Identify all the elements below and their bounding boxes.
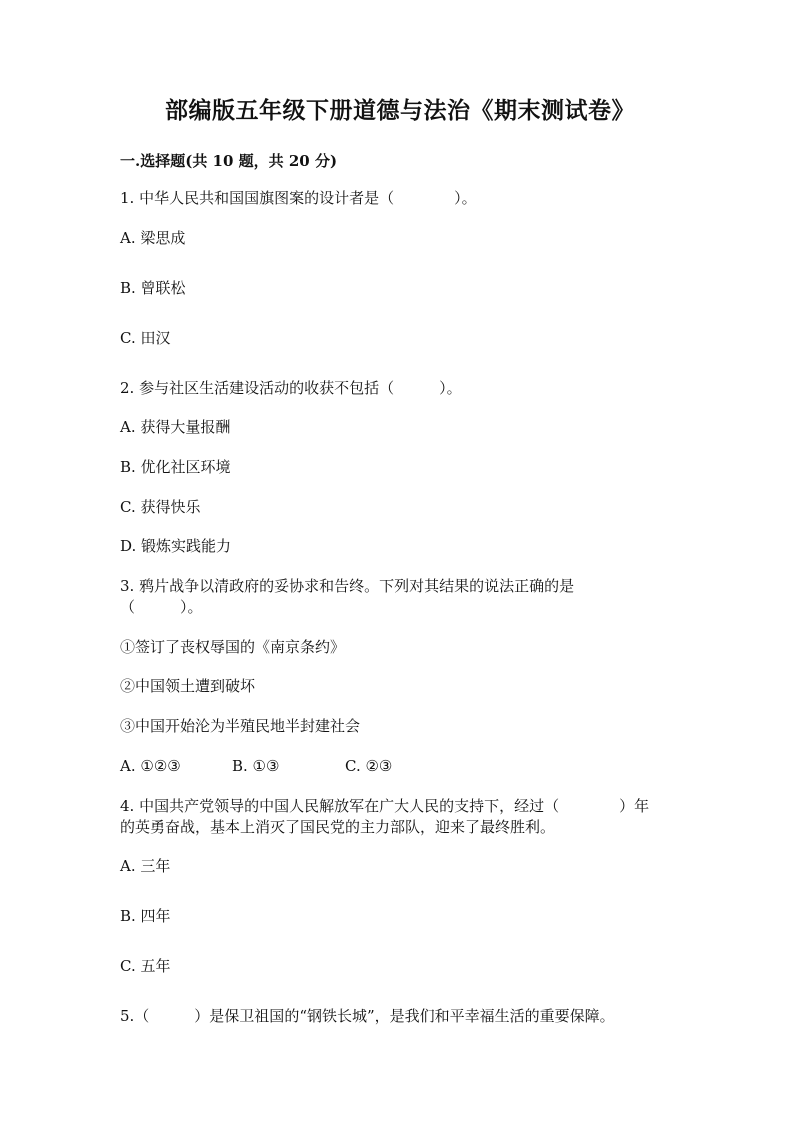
question-2-option-b: B. 优化社区环境	[120, 458, 231, 476]
question-4-stem-line-1: 4. 中国共产党领导的中国人民解放军在广大人民的支持下，经过（ ）年	[120, 797, 650, 815]
section-heading: 一.选择题(共 10 题，共 20 分)	[120, 152, 338, 170]
question-4-stem-line-2: 的英勇奋战，基本上消灭了国民党的主力部队，迎来了最终胜利。	[120, 818, 556, 836]
question-3-stem-line-2: （ ）。	[120, 598, 203, 616]
question-4-option-a: A. 三年	[120, 857, 171, 875]
question-4-option-c: C. 五年	[120, 957, 171, 975]
question-3-option-a: A. ①②③	[120, 757, 181, 775]
exam-title: 部编版五年级下册道德与法治《期末测试卷》	[165, 97, 635, 124]
question-4-option-b: B. 四年	[120, 907, 171, 925]
question-1-option-a: A. 梁思成	[120, 229, 186, 247]
question-3-stem-line-1: 3. 鸦片战争以清政府的妥协求和告终。下列对其结果的说法正确的是	[120, 577, 575, 595]
question-2-stem: 2. 参与社区生活建设活动的收获不包括（ ）。	[120, 379, 462, 397]
question-3-statement-1: ①签订了丧权辱国的《南京条约》	[120, 638, 346, 656]
question-5-stem: 5.（ ）是保卫祖国的“钢铁长城”，是我们和平幸福生活的重要保障。	[120, 1007, 615, 1025]
question-2-option-a: A. 获得大量报酬	[120, 418, 231, 436]
question-3-option-b: B. ①③	[232, 757, 280, 775]
question-1-stem: 1. 中华人民共和国国旗图案的设计者是（ ）。	[120, 189, 477, 207]
question-3-option-c: C. ②③	[345, 757, 393, 775]
question-3-statement-3: ③中国开始沦为半殖民地半封建社会	[120, 717, 361, 735]
question-3-options	[120, 755, 392, 777]
question-3-statement-2: ②中国领土遭到破坏	[120, 677, 256, 695]
question-2-option-d: D. 锻炼实践能力	[120, 537, 232, 555]
question-1-option-c: C. 田汉	[120, 329, 171, 347]
question-2-option-c: C. 获得快乐	[120, 498, 201, 516]
question-1-option-b: B. 曾联松	[120, 279, 186, 297]
